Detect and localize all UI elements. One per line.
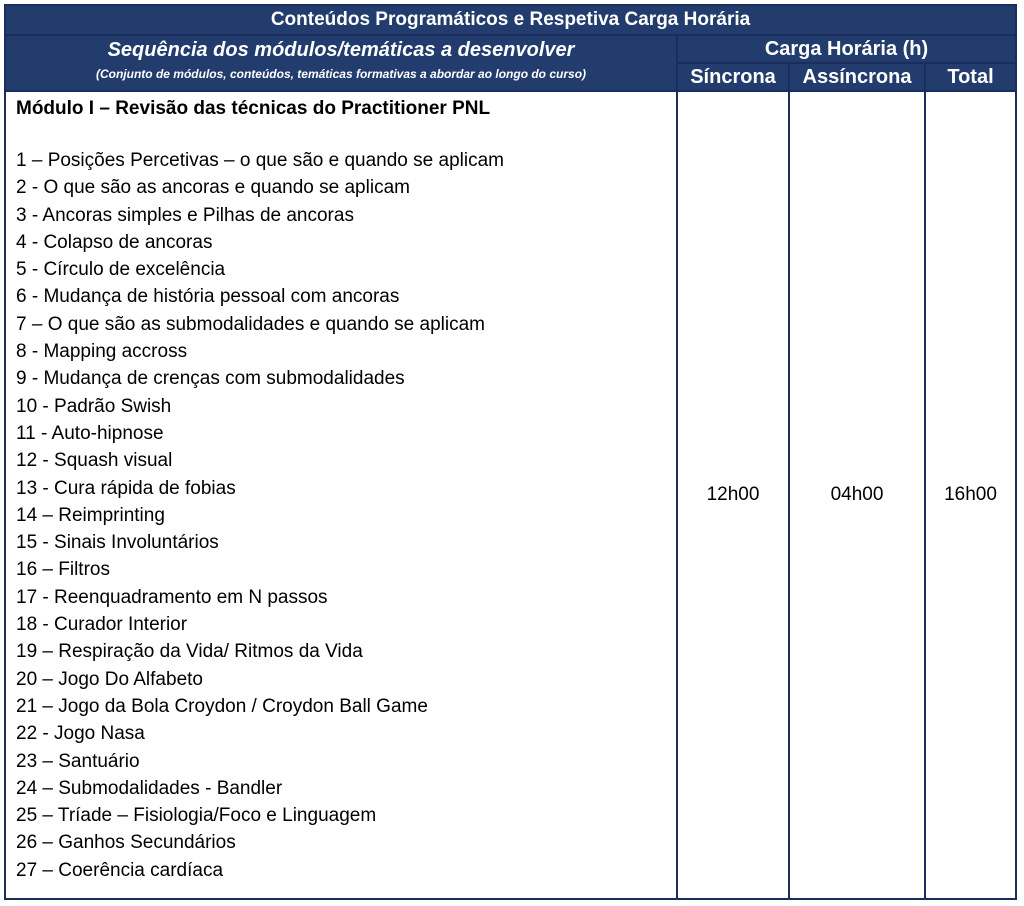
col-assincrona-header: Assíncrona	[789, 63, 925, 91]
list-item: 10 - Padrão Swish	[16, 395, 172, 417]
carga-horaria-header: Carga Horária (h)	[677, 35, 1016, 63]
table-title: Conteúdos Programáticos e Respetiva Carga Horária	[5, 5, 1016, 35]
list-item: 6 - Mudança de história pessoal com ancoras	[16, 286, 400, 308]
hours-assincrona: 04h00	[789, 91, 925, 899]
list-item: 16 – Filtros	[16, 559, 110, 581]
list-item: 21 – Jogo da Bola Croydon / Croydon Ball Game	[16, 695, 428, 717]
hours-sincrona: 12h00	[677, 91, 789, 899]
col-sincrona-header: Síncrona	[677, 63, 789, 91]
list-item: 22 - Jogo Nasa	[16, 723, 145, 745]
col-total-header: Total	[925, 63, 1016, 91]
list-item: 9 - Mudança de crenças com submodalidades	[16, 368, 405, 390]
list-item: 25 – Tríade – Fisiologia/Foco e Linguagem	[16, 805, 377, 827]
list-item: 20 – Jogo Do Alfabeto	[16, 668, 203, 690]
list-item: 11 - Auto-hipnose	[16, 422, 164, 444]
sequence-header: Sequência dos módulos/temáticas a desenvolver	[107, 39, 575, 61]
list-item: 27 – Coerência cardíaca	[16, 859, 224, 881]
list-item: 14 – Reimprinting	[16, 504, 165, 526]
module-item-list	[16, 147, 676, 884]
list-item: 3 - Ancoras simples e Pilhas de ancoras	[16, 204, 354, 226]
list-item: 24 – Submodalidades - Bandler	[16, 777, 283, 799]
list-item: 18 - Curador Interior	[16, 614, 188, 636]
module-title: Módulo I – Revisão das técnicas do Practitioner PNL	[16, 98, 491, 119]
list-item: 7 – O que são as submodalidades e quando se aplicam	[16, 313, 485, 335]
list-item: 4 - Colapso de ancoras	[16, 231, 213, 253]
program-table	[4, 4, 1017, 900]
list-item: 17 - Reenquadramento em N passos	[16, 586, 328, 608]
list-item: 8 - Mapping accross	[16, 341, 188, 363]
module-content-cell	[5, 91, 677, 899]
list-item: 26 – Ganhos Secundários	[16, 832, 236, 854]
hours-total: 16h00	[925, 91, 1016, 899]
list-item: 13 - Cura rápida de fobias	[16, 477, 236, 499]
list-item: 15 - Sinais Involuntários	[16, 532, 219, 554]
list-item: 23 – Santuário	[16, 750, 140, 772]
list-item: 12 - Squash visual	[16, 450, 173, 472]
sequence-header-cell	[5, 35, 677, 91]
list-item: 5 - Círculo de excelência	[16, 259, 226, 281]
list-item: 1 – Posições Percetivas – o que são e quando se aplicam	[16, 150, 504, 171]
sequence-subheader: (Conjunto de módulos, conteúdos, temáticas formativas a abordar ao longo do curso)	[95, 67, 587, 81]
list-item: 19 – Respiração da Vida/ Ritmos da Vida	[16, 641, 363, 663]
list-item: 2 - O que são as ancoras e quando se aplicam	[16, 177, 410, 199]
